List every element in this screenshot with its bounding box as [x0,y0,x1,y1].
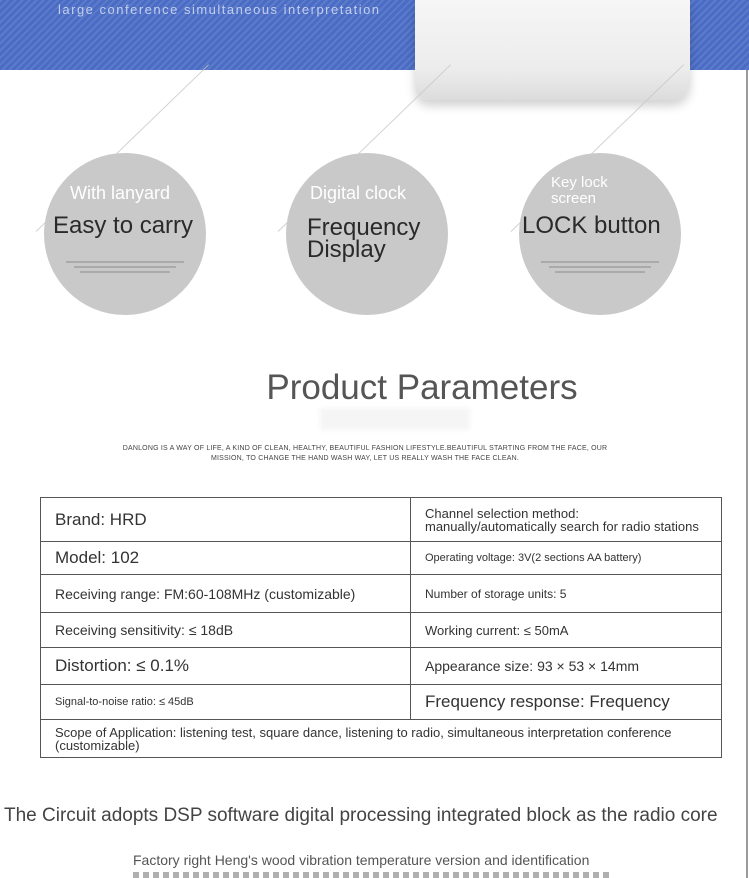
feature-lock [519,153,681,315]
table-row [41,498,722,542]
feature-fine-print [541,261,659,263]
feature-lanyard [44,153,206,315]
table-row [41,575,722,613]
table-row [41,685,722,720]
banner-caption: large conference simultaneous interpretation [58,2,381,17]
feature-fine-print [80,271,170,273]
param-brand: Brand: HRD [41,498,411,542]
section-title: Product Parameters [266,368,578,407]
param-distortion: Distortion: ≤ 0.1% [41,648,411,685]
table-row [41,613,722,648]
feature-fine-print [74,266,176,268]
param-channel-selection: Channel selection method: manually/automatically search for radio stations [411,498,722,542]
title-reflection [320,408,470,430]
product-image [415,0,690,100]
feature-subtitle: With lanyard [70,183,171,203]
cropped-text-line [133,872,613,878]
param-receiving-sensitivity: Receiving sensitivity: ≤ 18dB [41,613,411,648]
factory-note: Factory right Heng's wood vibration temperature version and identification [133,852,590,868]
param-working-current: Working current: ≤ 50mA [411,613,722,648]
feature-title: LOCK button [522,212,661,239]
param-signal-to-noise: Signal-to-noise ratio: ≤ 45dB [41,685,411,720]
page-edge-divider [746,70,748,878]
parameters-table [40,497,722,758]
feature-clock [286,153,448,315]
param-model: Model: 102 [41,542,411,575]
feature-fine-print [66,261,184,263]
feature-fine-print [555,271,645,273]
feature-title: Easy to carry [53,212,194,239]
feature-subtitle: Key lock screen [551,174,608,207]
param-scope: Scope of Application: listening test, square dance, listening to radio, simultaneous interpretation conference (customizable) [41,720,722,758]
param-frequency-response: Frequency response: Frequency [411,685,722,720]
circuit-description: The Circuit adopts DSP software digital processing integrated block as the radio core [4,805,718,826]
param-storage-units: Number of storage units: 5 [411,575,722,613]
param-receiving-range: Receiving range: FM:60-108MHz (customizable) [41,575,411,613]
param-appearance-size: Appearance size: 93 × 53 × 14mm [411,648,722,685]
feature-title: Frequency Display [307,214,421,263]
table-row [41,648,722,685]
feature-subtitle: Digital clock [310,183,407,203]
table-row [41,542,722,575]
feature-fine-print [549,266,651,268]
table-row [41,720,722,758]
brand-motto: DANLONG IS A WAY OF LIFE, A KIND OF CLEAN, HEALTHY, BEAUTIFUL FASHION LIFESTYLE.BEAUTIFUL STARTING FROM THE FACE, OUR MISSION, TO CHANGE THE HAND WASH WAY, LET US REALLY WASH THE FACE CLEAN. [122,445,608,462]
param-operating-voltage: Operating voltage: 3V(2 sections AA battery) [411,542,722,575]
